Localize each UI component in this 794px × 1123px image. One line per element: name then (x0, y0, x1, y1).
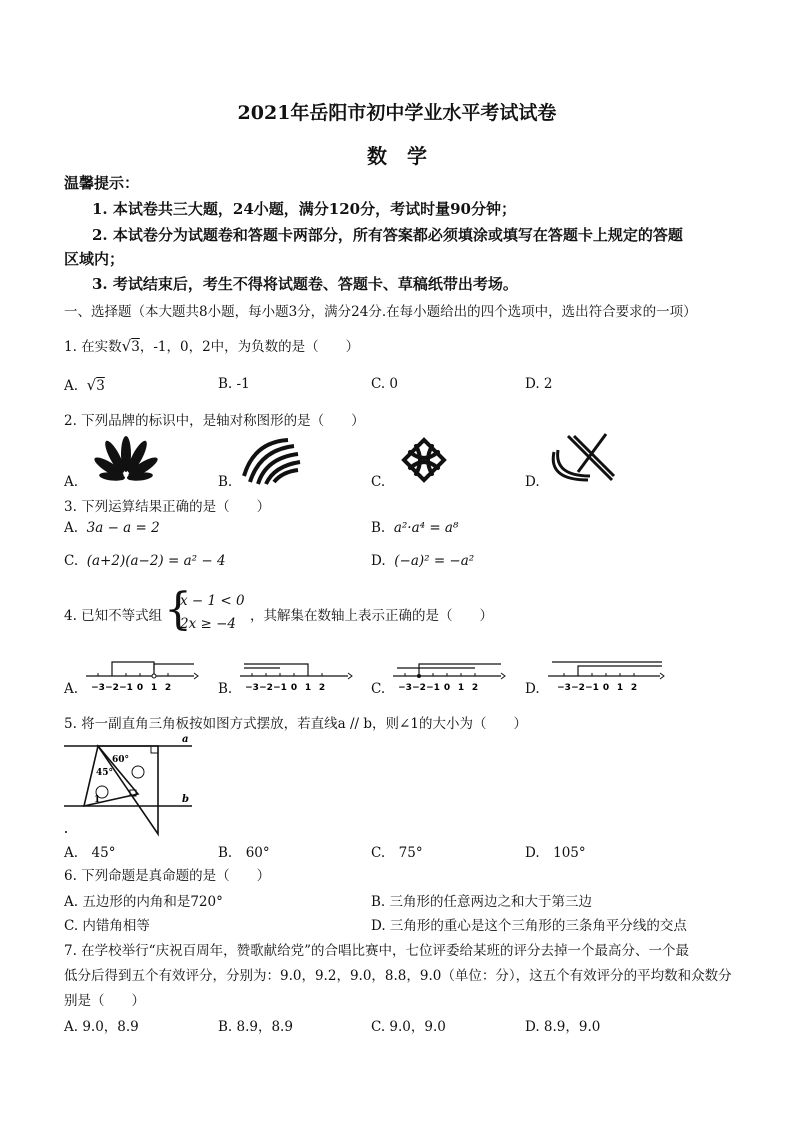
svg-text:−2: −2 (412, 683, 426, 693)
triangle-figure (62, 730, 202, 838)
svg-text:1: 1 (94, 795, 101, 805)
q4-brace: { (164, 584, 192, 635)
svg-text:2: 2 (318, 683, 326, 693)
q6-option-b: B. 三角形的任意两边之和大于第三边 (371, 894, 593, 910)
exam-title: 2021年岳阳市初中学业水平考试试卷 (237, 102, 557, 124)
svg-text:60°: 60° (112, 755, 130, 765)
q1-stem-a: 1. 在实数 (64, 339, 122, 355)
q2-stem: 2. 下列品牌的标识中，是轴对称图形的是（ ） (64, 413, 365, 429)
q2-option-c: C. (371, 474, 386, 490)
q3-option-d: D. (−a)² = −a² (371, 553, 475, 569)
q2-option-b: B. (218, 474, 233, 490)
numberline-c (393, 656, 505, 696)
svg-text:1: 1 (616, 683, 624, 693)
q1-option-a: A. √3 (64, 376, 105, 394)
q4-stem-a: 4. 已知不等式组 (64, 608, 163, 624)
q2-option-d: D. (525, 474, 540, 490)
q2-option-a: A. (64, 474, 79, 490)
svg-text:0: 0 (443, 683, 451, 693)
q1-option-c: C. 0 (371, 376, 399, 392)
section-heading: 一、选择题（本大题共8小题，每小题3分，满分24分.在每小题给出的四个选项中，选出符合要求的一项） (64, 304, 697, 320)
q3-option-c: C. (a+2)(a−2) = a² − 4 (64, 553, 226, 569)
svg-text:−3: −3 (91, 683, 105, 693)
logo-swoosh-icon (548, 432, 618, 486)
tip-2: 2. 本试卷分为试题卷和答题卡两部分，所有答案都必须填涂或填写在答题卡上规定的答题 (92, 226, 683, 244)
q6-option-a: A. 五边形的内角和是720° (64, 894, 223, 910)
svg-text:2: 2 (630, 683, 638, 693)
q7-option-c: C. 9.0，9.0 (371, 1019, 446, 1035)
svg-text:1: 1 (150, 683, 158, 693)
q7-option-b: B. 8.9，8.9 (218, 1019, 293, 1035)
svg-text:−3: −3 (245, 683, 259, 693)
q1-option-b: B. -1 (218, 376, 250, 392)
q3-option-a: A. 3a − a = 2 (64, 520, 160, 536)
q5-option-d: D. 105° (525, 845, 586, 861)
q7-line-3: 别是（ ） (64, 993, 145, 1009)
svg-text:−1: −1 (426, 683, 440, 693)
tip-2-cont: 区域内； (64, 250, 125, 268)
numberline-b (240, 656, 352, 696)
q1-option-d: D. 2 (525, 376, 553, 392)
svg-text:−1: −1 (273, 683, 287, 693)
svg-text:−2: −2 (259, 683, 273, 693)
logo-stripes-icon (240, 436, 304, 486)
svg-text:−1: −1 (119, 683, 133, 693)
svg-text:2: 2 (471, 683, 479, 693)
q3-stem: 3. 下列运算结果正确的是（ ） (64, 499, 271, 515)
tip-3: 3. 考试结束后，考生不得将试题卷、答题卡、草稿纸带出考场。 (92, 275, 518, 293)
q7-line-1: 7. 在学校举行“庆祝百周年，赞歌献给党”的合唱比赛中，七位评委给某班的评分去掉一个最高分、一个最 (64, 943, 689, 959)
logo-petals-icon (86, 436, 166, 484)
q4-option-c: C. (371, 681, 386, 697)
subject-title: 数 学 (367, 144, 427, 168)
q6-stem: 6. 下列命题是真命题的是（ ） (64, 868, 271, 884)
q6-option-c: C. 内错角相等 (64, 918, 150, 934)
svg-text:b: b (182, 794, 189, 805)
svg-text:45°: 45° (96, 768, 114, 778)
q3-option-b: B. a²·a⁴ = a⁸ (371, 520, 459, 536)
q1-sqrt-arg: 3 (131, 339, 140, 355)
svg-text:0: 0 (136, 683, 144, 693)
svg-text:−3: −3 (557, 683, 571, 693)
svg-text:−2: −2 (571, 683, 585, 693)
q4-option-a: A. (64, 681, 79, 697)
svg-text:−3: −3 (398, 683, 412, 693)
q7-option-d: D. 8.9，9.0 (525, 1019, 601, 1035)
q4-option-d: D. (525, 681, 540, 697)
numberline-a (86, 656, 198, 696)
svg-text:2: 2 (164, 683, 172, 693)
tips-heading: 温馨提示： (64, 174, 140, 192)
numberline-d (548, 656, 664, 696)
q7-option-a: A. 9.0，8.9 (64, 1019, 139, 1035)
svg-text:1: 1 (304, 683, 312, 693)
svg-text:0: 0 (290, 683, 298, 693)
q4-ineq-1: x − 1 < 0 (180, 593, 245, 609)
svg-text:a: a (182, 734, 189, 745)
svg-text:−1: −1 (585, 683, 599, 693)
tip-1: 1. 本试卷共三大题，24小题，满分120分，考试时量90分钟； (92, 200, 516, 218)
q1-stem-b: ，-1，0，2中，为负数的是（ ） (139, 339, 360, 355)
q1-stem: 1. 在实数√3，-1，0，2中，为负数的是（ ） (64, 337, 360, 355)
q5-option-b: B. 60° (218, 845, 270, 861)
q4-option-b: B. (218, 681, 233, 697)
q5-option-c: C. 75° (371, 845, 423, 861)
logo-mobile-icon (396, 434, 452, 486)
q4-ineq-2: 2x ≥ −4 (180, 616, 236, 632)
svg-text:1: 1 (457, 683, 465, 693)
svg-text:0: 0 (602, 683, 610, 693)
q4-stem-b: ，其解集在数轴上表示正确的是（ ） (250, 608, 493, 624)
q6-option-d: D. 三角形的重心是这个三角形的三条角平分线的交点 (371, 918, 687, 934)
q5-option-a: A. 45° (64, 845, 116, 861)
q7-line-2: 低分后得到五个有效评分，分别为：9.0，9.2，9.0，8.8，9.0（单位：分），这五个有效评分的平均数和众数分 (64, 968, 732, 984)
q5-stem: 5. 将一副直角三角板按如图方式摆放，若直线a // b，则∠1的大小为（ ） (64, 716, 527, 732)
svg-text:−2: −2 (105, 683, 119, 693)
